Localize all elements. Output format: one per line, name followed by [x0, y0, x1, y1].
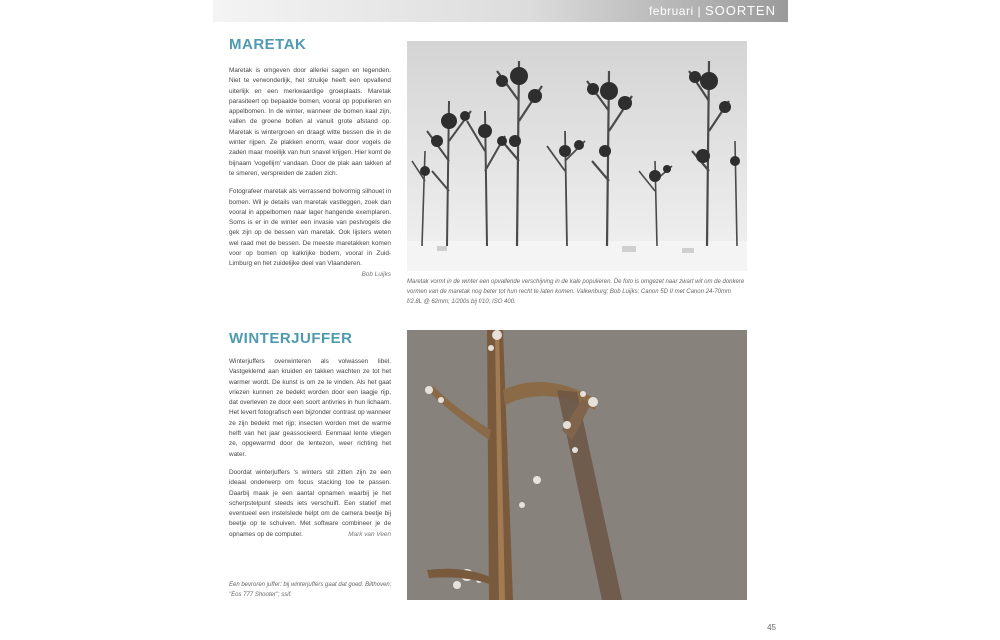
article2-paragraph: Winterjuffers overwinteren als volwassen libel. Vastgeklemd aan kruiden en takken wachten ze tot het warmer wordt. De kunst is om ze te vinden. Als het gaat vriezen kunnen ze bedekt worden door een laagje rijp, dat overleven ze door een soort antivries in hun lichaam. Het levert fotografisch een bijzonder contrast op wanneer ze zijn bedekt met rijp; insecten worden met de warme helft van het jaar geassocieerd. Eenmaal lente vliegen ze, opgewarmd door de lentezon, weer richting het water. [229, 358, 391, 458]
article2-caption: Een bevroren juffer: bij winterjuffers gaat dat goed. Bilthoven; "Eos 777 Shooter"; ssif. [229, 582, 392, 598]
mistletoe-photo [407, 41, 747, 271]
page-number: 45 [767, 623, 776, 632]
article2-title: WINTERJUFFER [229, 330, 353, 347]
article1-caption: Maretak vormt in de winter een opvallende verschijning in de kale populieren. De foto is omgezet naar zwart wit om de donkere vormen van de maretak nog beter tot hun recht te laten komen. Valkenburg; Bob Luijks; Canon 5D II met Canon 24-70mm f/2.8L @ 62mm; 1/200s bij f/10; ISO 400. [407, 279, 745, 305]
magazine-page [213, 0, 788, 640]
article2-body [229, 357, 391, 548]
article1-paragraph-text: Fotografeer maretak als verrassend bolvormig silhouet in bomen. Wil je details van maretak vastleggen, zoek dan vooral in appelbomen naar lager hangende exemplaren. Soms is er in de winter een invasie van pestvogels die gek zijn op de bessen van maretak. Ook lijsters weten wel raad met de bessen. De meeste maretakken komen voor op bomen op kalkrijke bodem, vooral in Zuid-Limburg en het zuidelijke deel van Vlaanderen. [229, 188, 391, 268]
header-bar [213, 0, 788, 22]
article1-paragraph: Maretak is omgeven door allerlei sagen en legenden. Niet te verwonderlijk, het struikje heeft een opvallend uiterlijk en een merkwaardige groeiplaats. Maretak parasiteert op bepaalde bomen, vooral op populieren en appelbomen. In de winter, wanneer de bomen kaal zijn, vallen de groene bollen al vanuit grote afstand op. Maretak is wintergroen en draagt witte bessen die in de winter rijpen. Ze plakken enorm, waar door vogels de zaden maar moeilijk van hun snavel krijgen. Hier komt de bijnaam 'vogellijm' vandaan. Door de plak aan takken af te smeren, verspreiden de zaden zich. [229, 67, 391, 177]
mistletoe-trees-image [407, 41, 747, 271]
article1-signature: Bob Luijks [361, 270, 391, 278]
damselfly-photo [407, 330, 747, 600]
header-section: SOORTEN [704, 3, 776, 18]
header-separator: | [697, 4, 702, 18]
article2-signature: Mark van Veen [348, 530, 391, 538]
frosted-damselfly-image [407, 330, 747, 600]
article1-paragraph [229, 187, 391, 278]
article2-paragraph-text: Doordat winterjuffers 's winters stil zitten zijn ze een ideaal onderwerp om focus stacking toe te passen. Daarbij maak je een aantal opnamen waarbij je het scherpstelpunt steeds iets verschuift. Een statief met eventueel een instelsIede helpt om de camera beetje bij beetje op te schuiven. Met software combineer je de opnames op de computer. [229, 468, 391, 538]
article2-paragraph [229, 468, 391, 540]
header-month: februari [648, 4, 694, 18]
article1-body [229, 66, 391, 280]
article1-title: MARETAK [229, 36, 307, 53]
running-header [649, 3, 776, 18]
